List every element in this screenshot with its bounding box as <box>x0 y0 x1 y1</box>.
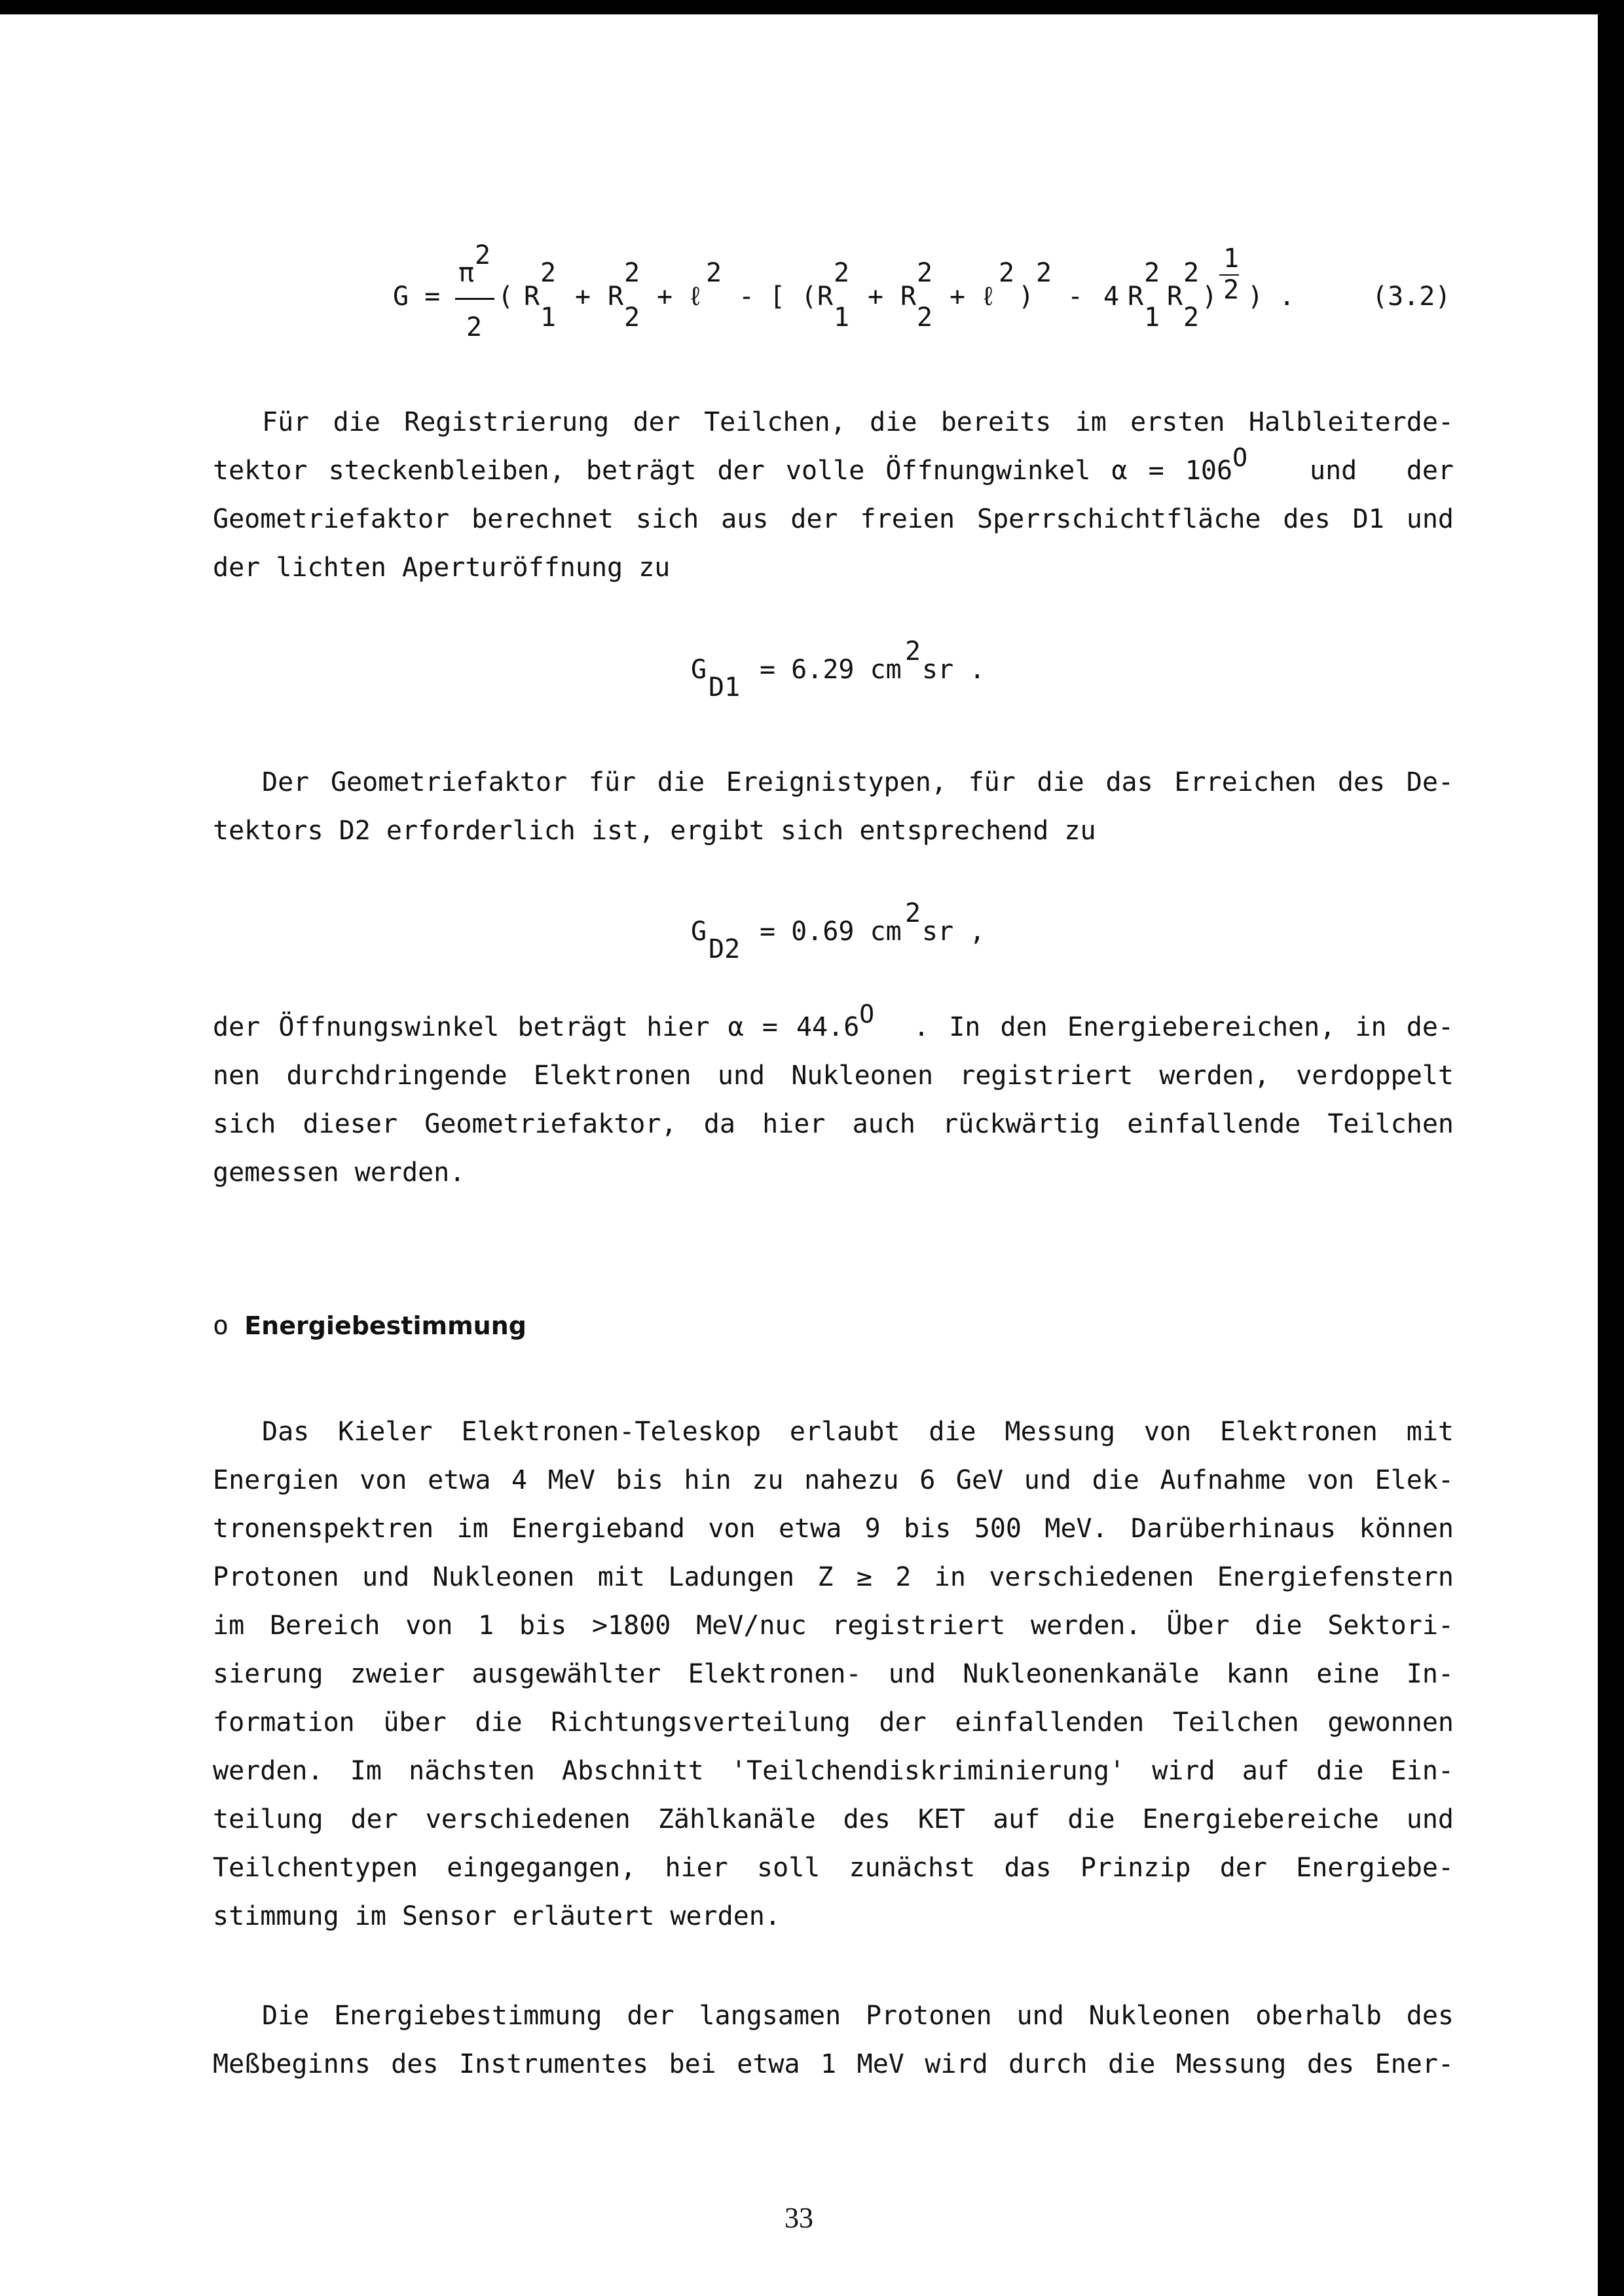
eq-R1c-exp: 2 <box>1144 258 1160 288</box>
text-line: stimmung im Sensor erläutert werden. <box>213 1901 781 1931</box>
eq-end: ) . <box>1247 282 1295 312</box>
text-line <box>213 443 1247 487</box>
eq-R2b-sub: 2 <box>917 302 933 333</box>
gd2-value: = 0.69 cm <box>760 917 902 947</box>
eq-plus-4: + <box>950 282 966 312</box>
eq-R1b: R <box>817 282 834 312</box>
text-fragment: und der <box>1310 456 1454 486</box>
eq-pi-exponent: 2 <box>475 240 491 270</box>
eq-fraction-bar <box>455 298 494 300</box>
text-line: Protonen und Nukleonen mit Ladungen Z ≥ 2 in verschiedenen Energiefenstern <box>213 1562 1454 1592</box>
equation-number: (3.2) <box>1372 282 1451 312</box>
text-fragment: . In den Energiebereichen, in de- <box>913 1012 1454 1042</box>
text-line: teilung der verschiedenen Zählkanäle des KET auf die Energiebereiche und <box>213 1804 1454 1834</box>
text-line <box>213 1000 875 1044</box>
gd2-G: G <box>691 917 707 947</box>
eq-R2c: R <box>1167 282 1183 312</box>
section-heading <box>213 1311 526 1341</box>
heading-bullet: o <box>213 1311 229 1341</box>
eq-ell-b: ℓ <box>980 282 997 312</box>
degree-superscript: O <box>859 1000 875 1029</box>
eq-ell: ℓ <box>688 282 704 312</box>
text-line: Teilchentypen eingegangen, hier soll zunächst das Prinzip der Energiebe- <box>213 1853 1454 1883</box>
eq-R2: R <box>608 282 624 312</box>
text-line: im Bereich von 1 bis >1800 MeV/nuc registriert werden. Über die Sektori- <box>213 1611 1454 1641</box>
eq-R1b-exp: 2 <box>834 258 850 288</box>
eq-paren-exp: 2 <box>1036 258 1052 288</box>
eq-plus-1: + <box>575 282 591 312</box>
text-line: formation über die Richtungsverteilung der einfallenden Teilchen gewonnen <box>213 1707 1454 1738</box>
text-line: Der Geometriefaktor für die Ereignistypen, für die das Erreichen des De- <box>262 767 1454 797</box>
eq-R1b-sub: 1 <box>834 302 850 333</box>
gd1-unit: sr . <box>922 655 986 685</box>
eq-R1: R <box>524 282 540 312</box>
eq-R1c: R <box>1128 282 1144 312</box>
eq-ell-exp: 2 <box>706 258 722 288</box>
text-line: Meßbeginns des Instrumentes bei etwa 1 MeV wird durch die Messung des Ener- <box>213 2049 1454 2079</box>
eq-paren-close: ) <box>1018 282 1035 312</box>
document-page <box>0 14 1598 2296</box>
eq-R1-sub: 1 <box>540 302 557 333</box>
eq-plus-3: + <box>868 282 884 312</box>
eq-half-num: 1 <box>1223 244 1240 274</box>
gd1-value: = 6.29 cm <box>760 655 902 685</box>
text-line: Für die Registrierung der Teilchen, die bereits im ersten Halbleiterde- <box>262 407 1454 437</box>
text-line: tektors D2 erforderlich ist, ergibt sich entsprechend zu <box>213 816 1096 846</box>
heading-title: Energiebestimmung <box>244 1311 526 1340</box>
eq-pi: π <box>458 258 475 288</box>
text-line: tronenspektren im Energieband von etwa 9 bis 500 MeV. Darüberhinaus können <box>213 1514 1454 1544</box>
page-number: 33 <box>784 2202 813 2234</box>
eq-bracket-close: ) <box>1202 282 1218 312</box>
gd1-exponent: 2 <box>905 636 921 666</box>
text-fragment: der Öffnungswinkel beträgt hier α = 44.6 <box>213 1012 860 1042</box>
eq-four: 4 <box>1103 282 1120 312</box>
text-line: Das Kieler Elektronen-Teleskop erlaubt die Messung von Elektronen mit <box>262 1417 1454 1447</box>
eq-R2c-sub: 2 <box>1183 302 1200 333</box>
eq-R1c-sub: 1 <box>1144 302 1160 333</box>
gd2-exponent: 2 <box>905 898 921 928</box>
eq-ell-b-exp: 2 <box>999 258 1015 288</box>
eq-R1-exp: 2 <box>540 258 557 288</box>
eq-R2b: R <box>900 282 917 312</box>
gd2-unit: sr , <box>922 917 986 947</box>
eq-minus-2: - <box>1067 282 1084 312</box>
gd1-G: G <box>691 655 707 685</box>
text-line: werden. Im nächsten Abschnitt 'Teilchendiskriminierung' wird auf die Ein- <box>213 1756 1454 1786</box>
eq-denominator: 2 <box>466 312 483 342</box>
eq-plus-2: + <box>657 282 673 312</box>
eq-R2b-exp: 2 <box>917 258 933 288</box>
eq-R2-exp: 2 <box>624 258 640 288</box>
eq-bracket-open: [ ( <box>769 282 817 312</box>
text-line: nen durchdringende Elektronen und Nukleonen registriert werden, verdoppelt <box>213 1061 1454 1091</box>
text-line: sierung zweier ausgewählter Elektronen- und Nukleonenkanäle kann eine In- <box>213 1659 1454 1689</box>
text-line: Geometriefaktor berechnet sich aus der freien Sperrschichtfläche des D1 und <box>213 504 1454 534</box>
eq-minus-1: - <box>739 282 755 312</box>
text-line: sich dieser Geometriefaktor, da hier auch rückwärtig einfallende Teilchen <box>213 1109 1454 1139</box>
eq-lhs: G = <box>393 282 441 312</box>
eq-paren-open: ( <box>498 282 514 312</box>
text-line: der lichten Aperturöffnung zu <box>213 553 671 583</box>
text-line: gemessen werden. <box>213 1157 466 1188</box>
gd1-subscript: D1 <box>709 672 741 702</box>
eq-half-den: 2 <box>1223 275 1240 305</box>
text-line: Die Energiebestimmung der langsamen Protonen und Nukleonen oberhalb des <box>262 2001 1454 2031</box>
eq-R2c-exp: 2 <box>1183 258 1200 288</box>
eq-R2-sub: 2 <box>624 302 640 333</box>
text-line: Energien von etwa 4 MeV bis hin zu nahezu 6 GeV und die Aufnahme von Elek- <box>213 1465 1454 1495</box>
text-fragment: tektor steckenbleiben, beträgt der volle Öffnungwinkel α = 106 <box>213 456 1233 486</box>
degree-superscript: O <box>1232 443 1247 472</box>
gd2-subscript: D2 <box>709 934 741 964</box>
